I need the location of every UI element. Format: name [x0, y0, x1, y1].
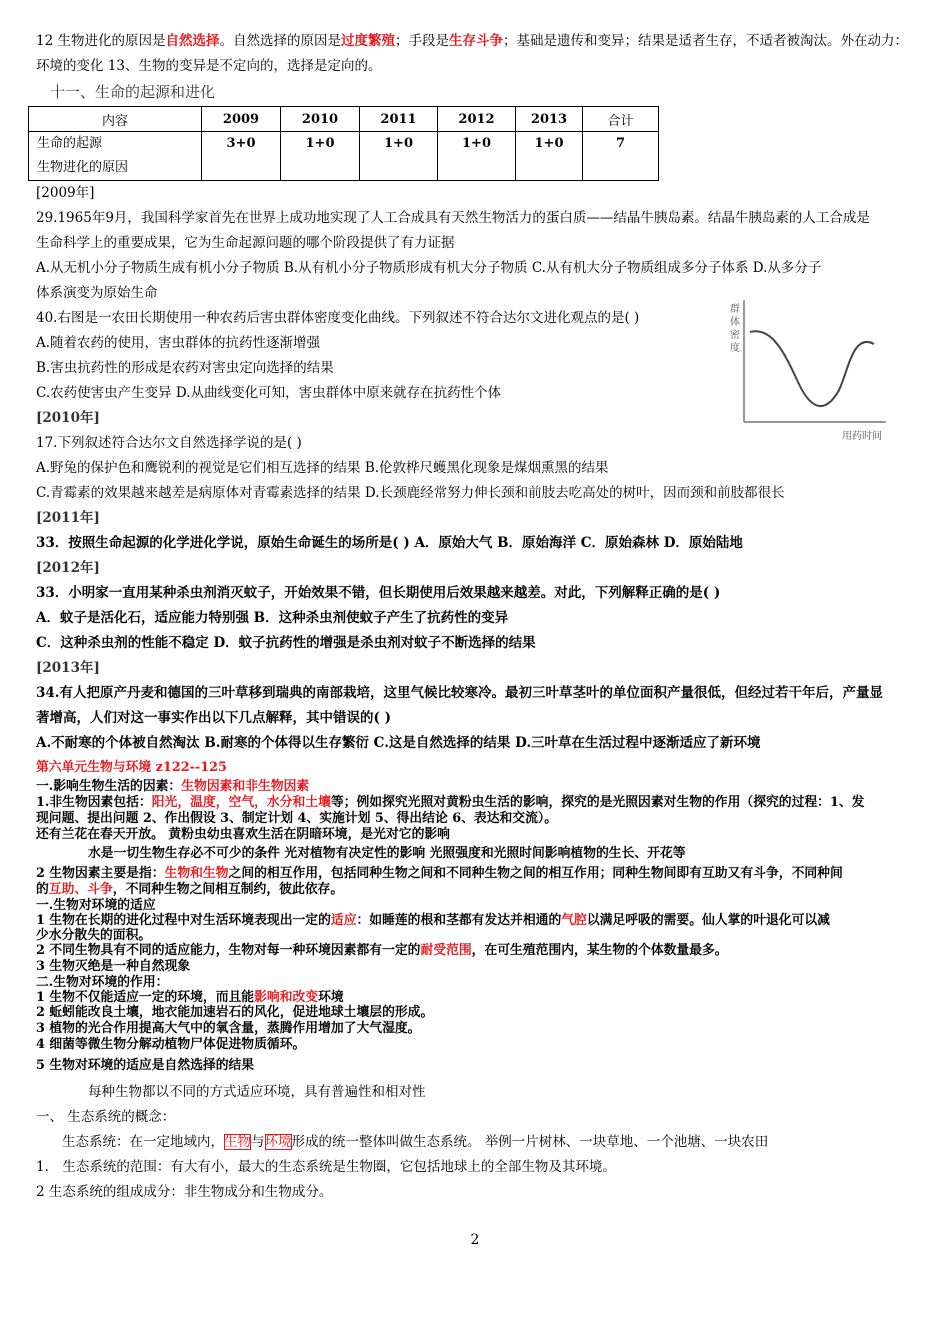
- table-header: 内容: [29, 107, 202, 132]
- table-cell: 7: [583, 132, 659, 181]
- year-tag-2011: [2011年]: [36, 510, 100, 526]
- u6-factors-heading: 一.影响生物生活的因素：生物因素和非生物因素: [36, 779, 310, 794]
- stat-table: [28, 106, 659, 181]
- page-number: 2: [470, 1232, 480, 1248]
- table-header: 2009: [202, 107, 281, 132]
- u6-adapt-1-cont: 少水分散失的面积。: [36, 928, 152, 943]
- u6-effect-heading: 二.生物对环境的作用：: [36, 975, 169, 990]
- q29-options-cont: 体系演变为原始生命: [36, 285, 158, 301]
- table-row: [29, 132, 659, 181]
- ecosystem-range: 1． 生态系统的范围：有大有小，最大的生态系统是生物圈，它包括地球上的全部生物及其环境。: [36, 1159, 616, 1175]
- u6-nonbiotic-3: 还有兰花在春天开放。 黄粉虫幼虫喜欢生活在阴暗环境，是光对它的影响: [36, 827, 450, 842]
- u6-effect-1: 1 生物不仅能适应一定的环境，而且能影响和改变环境: [36, 990, 344, 1005]
- u6-biotic-1: 2 生物因素主要是指：生物和生物之间的相互作用，包括同种生物之间和不同种生物之间的相互作用；同种生物间即有互助又有斗争，不同种间: [36, 866, 843, 881]
- q29-line-1: 29.1965年9月，我国科学家首先在世界上成功地实现了人工合成具有天然生物活力的蛋白质——结晶牛胰岛素。结晶牛胰岛素的人工合成是: [36, 210, 870, 226]
- ylabel-char: 度: [730, 343, 740, 354]
- q34-line-2: 著增高，人们对这一事实作出以下几点解释，其中错误的( ): [36, 710, 391, 726]
- u6-universality: 每种生物都以不同的方式适应环境，具有普遍性和相对性: [88, 1084, 426, 1100]
- u6-effect-2: 2 蚯蚓能改良土壤，地衣能加速岩石的风化，促进地球土壤层的形成。: [36, 1005, 434, 1020]
- table-cell: 1+0: [281, 132, 360, 181]
- year-tag-2012: [2012年]: [36, 560, 100, 576]
- line-evolution-causes: 12 生物进化的原因是自然选择。自然选择的原因是过度繁殖；手段是生存斗争；基础是遗传和变异；结果是适者生存，不适者被淘汰。外在动力：: [36, 33, 908, 49]
- table-header: 2013: [516, 107, 583, 132]
- table-cell: 生命的起源 生物进化的原因: [29, 132, 202, 181]
- ylabel-char: 密: [730, 330, 740, 341]
- ylabel-char: 群: [730, 304, 740, 315]
- x-axis-label: 用药时间: [842, 431, 882, 442]
- u6-adapt-1: 1 生物在长期的进化过程中对生活环境表现出一定的适应：如睡莲的根和茎都有发达并相通的气腔以满足呼吸的需要。仙人掌的叶退化可以减: [36, 913, 830, 928]
- q40-option-cd: C.农药使害虫产生变异 D.从曲线变化可知，害虫群体中原来就存在抗药性个体: [36, 385, 502, 401]
- q33-2011: 33．按照生命起源的化学进化学说，原始生命诞生的场所是( ) A．原始大气 B．原始海洋 C．原始森林 D．原始陆地: [36, 535, 743, 551]
- u6-effect-4: 4 细菌等微生物分解动植物尸体促进物质循环。: [36, 1037, 306, 1052]
- table-cell: 1+0: [360, 132, 438, 181]
- section-title: 十一、生命的起源和进化: [50, 83, 216, 101]
- line-environment-change: 环境的变化 13、生物的变异是不定向的，选择是定向的。: [36, 58, 382, 74]
- unit-title: 第六单元生物与环境 z122--125: [36, 760, 227, 775]
- table-cell: 1+0: [516, 132, 583, 181]
- q40-option-a: A.随着农药的使用，害虫群体的抗药性逐渐增强: [36, 335, 321, 351]
- pest-density-chart: [700, 294, 900, 454]
- u6-natural-selection: 5 生物对环境的适应是自然选择的结果: [36, 1058, 255, 1073]
- q34-options: A.不耐寒的个体被自然淘汰 B.耐寒的个体得以生存繁衍 C.这是自然选择的结果 D.三叶草在生活过程中逐渐适应了新环境: [36, 735, 761, 751]
- q40-option-b: B.害虫抗药性的形成是农药对害虫定向选择的结果: [36, 360, 334, 376]
- ecosystem-heading: 一、 生态系统的概念：: [36, 1109, 176, 1125]
- ylabel-char: 体: [730, 317, 740, 328]
- year-tag-2009: [2009年]: [36, 185, 95, 201]
- u6-water-light: 水是一切生物生存必不可少的条件 光对植物有决定性的影响 光照强度和光照时间影响植物的生长、开花等: [88, 846, 686, 861]
- table-row: [29, 107, 659, 132]
- year-tag-2010: [2010年]: [36, 410, 100, 426]
- density-curve: [750, 331, 874, 406]
- table-cell: 1+0: [438, 132, 516, 181]
- q17-stem: 17.下列叙述符合达尔文自然选择学说的是( ): [36, 435, 302, 451]
- year-tag-2013: [2013年]: [36, 660, 100, 676]
- q29-line-2: 生命科学上的重要成果，它为生命起源问题的哪个阶段提供了有力证据: [36, 235, 455, 251]
- q33-2012-options-cd: C．这种杀虫剂的性能不稳定 D．蚊子抗药性的增强是杀虫剂对蚊子不断选择的结果: [36, 635, 536, 651]
- u6-effect-3: 3 植物的光合作用提高大气中的氧含量，蒸腾作用增加了大气湿度。: [36, 1021, 421, 1036]
- u6-adapt-3: 3 生物灭绝是一种自然现象: [36, 959, 191, 974]
- table-header: 2011: [360, 107, 438, 132]
- q40-stem: 40.右图是一农田长期使用一种农药后害虫群体密度变化曲线。下列叙述不符合达尔文进化观点的是( ): [36, 310, 640, 326]
- ecosystem-definition: 生态系统：在一定地域内，生物与环境形成的统一整体叫做生态系统。 举例一片树林、一块草地、一个池塘、一块农田: [62, 1134, 769, 1150]
- u6-adapt-2: 2 不同生物具有不同的适应能力，生物对每一种环境因素都有一定的耐受范围，在可生殖范围内，某生物的个体数量最多。: [36, 943, 728, 958]
- u6-adapt-heading: 一.生物对环境的适应: [36, 898, 156, 913]
- table-header: 合计: [583, 107, 659, 132]
- q17-options-ab: A.野兔的保护色和鹰锐利的视觉是它们相互选择的结果 B.伦敦桦尺蠖黑化现象是煤烟熏黑的结果: [36, 460, 609, 476]
- q34-line-1: 34.有人把原产丹麦和德国的三叶草移到瑞典的南部栽培，这里气候比较寒冷。最初三叶草茎叶的单位面积产量很低，但经过若干年后，产量显: [36, 685, 883, 701]
- table-header: 2012: [438, 107, 516, 132]
- q29-options: A.从无机小分子物质生成有机小分子物质 B.从有机小分子物质形成有机大分子物质 C.从有机大分子物质组成多分子体系 D.从多分子: [36, 260, 822, 276]
- u6-nonbiotic-2: 现问题、提出问题 2、作出假设 3、制定计划 4、实施计划 5、得出结论 6、表达和交流）。: [36, 811, 558, 826]
- ecosystem-components: 2 生态系统的组成成分：非生物成分和生物成分。: [36, 1184, 333, 1200]
- u6-biotic-2: 的互助、斗争，不同种生物之间相互制约，彼此依存。: [36, 882, 344, 897]
- table-cell: 3+0: [202, 132, 281, 181]
- q33-2012-stem: 33．小明家一直用某种杀虫剂消灭蚊子，开始效果不错，但长期使用后效果越来越差。对此，下列解释正确的是( ): [36, 585, 721, 601]
- table-header: 2010: [281, 107, 360, 132]
- u6-nonbiotic-1: 1.非生物因素包括：阳光，温度，空气，水分和土壤等；例如探究光照对黄粉虫生活的影响，探究的是光照因素对生物的作用（探究的过程：1、发: [36, 795, 865, 810]
- q17-options-cd: C.青霉素的效果越来越差是病原体对青霉素选择的结果 D.长颈鹿经常努力伸长颈和前肢去吃高处的树叶，因而颈和前肢都很长: [36, 485, 785, 501]
- q33-2012-options-ab: A．蚊子是活化石，适应能力特别强 B．这种杀虫剂使蚊子产生了抗药性的变异: [36, 610, 509, 626]
